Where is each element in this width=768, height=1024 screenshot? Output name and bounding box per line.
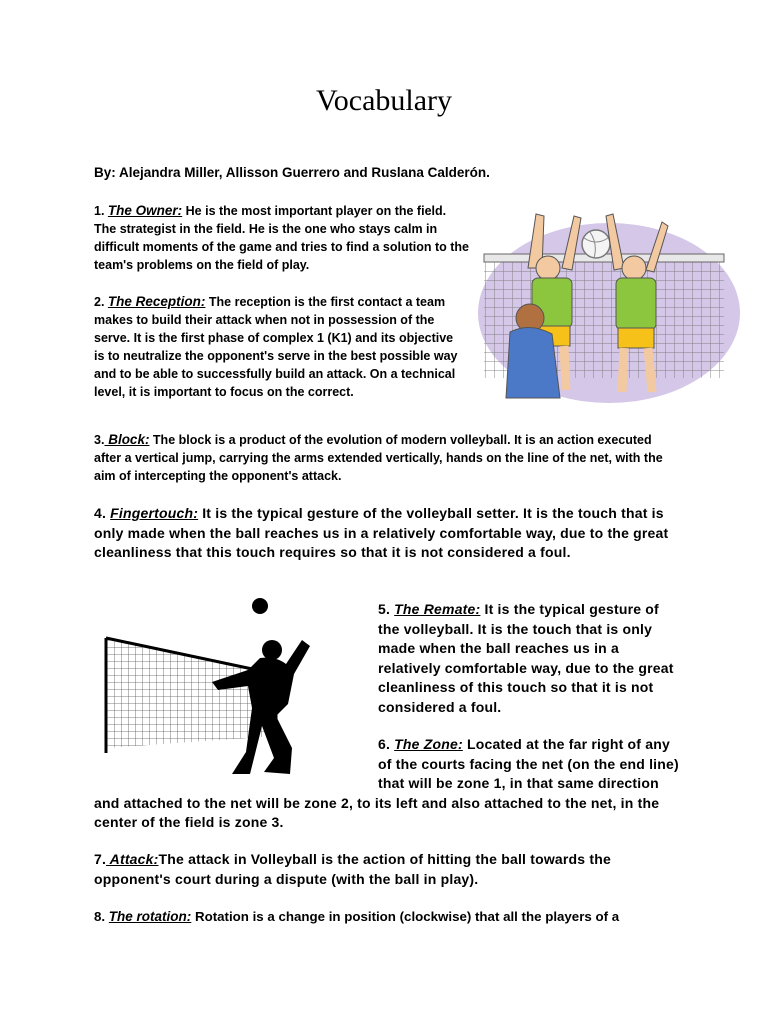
- item-number: 4.: [94, 505, 111, 521]
- item-number: 3.: [94, 433, 105, 447]
- item-definition: It is the typical gesture of the volleyball setter. It is the touch that is only made when the ball reaches us in a relatively comfortable way, due to the great cleanliness that this touch requires so that it is not considered a foul.: [94, 505, 669, 560]
- item-term: The Owner:: [107, 203, 183, 218]
- item-number: 5.: [378, 601, 395, 617]
- volleyball-icon: [582, 230, 610, 258]
- item-term: The Zone:: [394, 736, 463, 752]
- item-definition: Rotation is a change in position (clockwise) that all the players of a: [191, 909, 620, 924]
- item-term: The Reception:: [107, 294, 206, 309]
- document-title: Vocabulary: [315, 84, 453, 117]
- item-term: Block:: [104, 432, 150, 447]
- item-term: Attack:: [106, 851, 159, 867]
- authors-line: By: Alejandra Miller, Allisson Guerrero and Ruslana Calderón.: [94, 165, 490, 180]
- volleyball-icon: [252, 598, 268, 614]
- spike-silhouette-illustration: [100, 598, 346, 776]
- item-number: 6.: [378, 736, 395, 752]
- item-term: The Remate:: [394, 601, 481, 617]
- item-term: The rotation:: [108, 909, 192, 924]
- vocab-item-8: [94, 908, 694, 926]
- item-term: Fingertouch:: [110, 505, 199, 521]
- item-definition: The attack in Volleyball is the action of hitting the ball towards the opponent's court during a dispute (with the ball in play).: [94, 851, 611, 887]
- vocab-item-5: [378, 600, 682, 717]
- vocab-item-2: [94, 293, 466, 401]
- item-number: 2.: [94, 295, 108, 309]
- item-definition: The reception is the first contact a team makes to build their attack when not in possession of the serve. It is the first phase of complex 1 (K1) and its objective is to neutralize the opponent's serve in the best possible way and to be able to successfully build an attack. On a technical level, it is important to focus on the correct.: [94, 295, 458, 399]
- vocab-item-7: [94, 850, 684, 889]
- item-number: 8.: [94, 909, 109, 924]
- item-definition: The block is a product of the evolution of modern volleyball. It is an action executed after a vertical jump, carrying the arms extended vertically, hands on the line of the net, with the aim of intercepting the opponent's attack.: [94, 433, 663, 483]
- item-definition: He is the most important player on the field. The strategist in the field. He is the one who stays calm in difficult moments of the game and tries to find a solution to the team's problems on the field of play.: [94, 204, 470, 272]
- block-illustration: [476, 208, 742, 408]
- vocab-item-4: [94, 504, 684, 563]
- item-definition: Located at the far right of any of the courts facing the net (on the end line) that will be zone 1, in that same direction and attached to the net will be zone 2, to its left and also attached to the net, in the center of the field is zone 3.: [94, 736, 679, 830]
- item-definition: It is the typical gesture of the volleyball. It is the touch that is only made when the ball reaches us in a relatively comfortable way, due to the great cleanliness of this touch so that it is not considered a foul.: [378, 601, 674, 715]
- item-number: 7.: [94, 851, 107, 867]
- item-number: 1.: [94, 204, 108, 218]
- vocab-item-3: [94, 431, 674, 485]
- vocab-item-1: [94, 202, 470, 274]
